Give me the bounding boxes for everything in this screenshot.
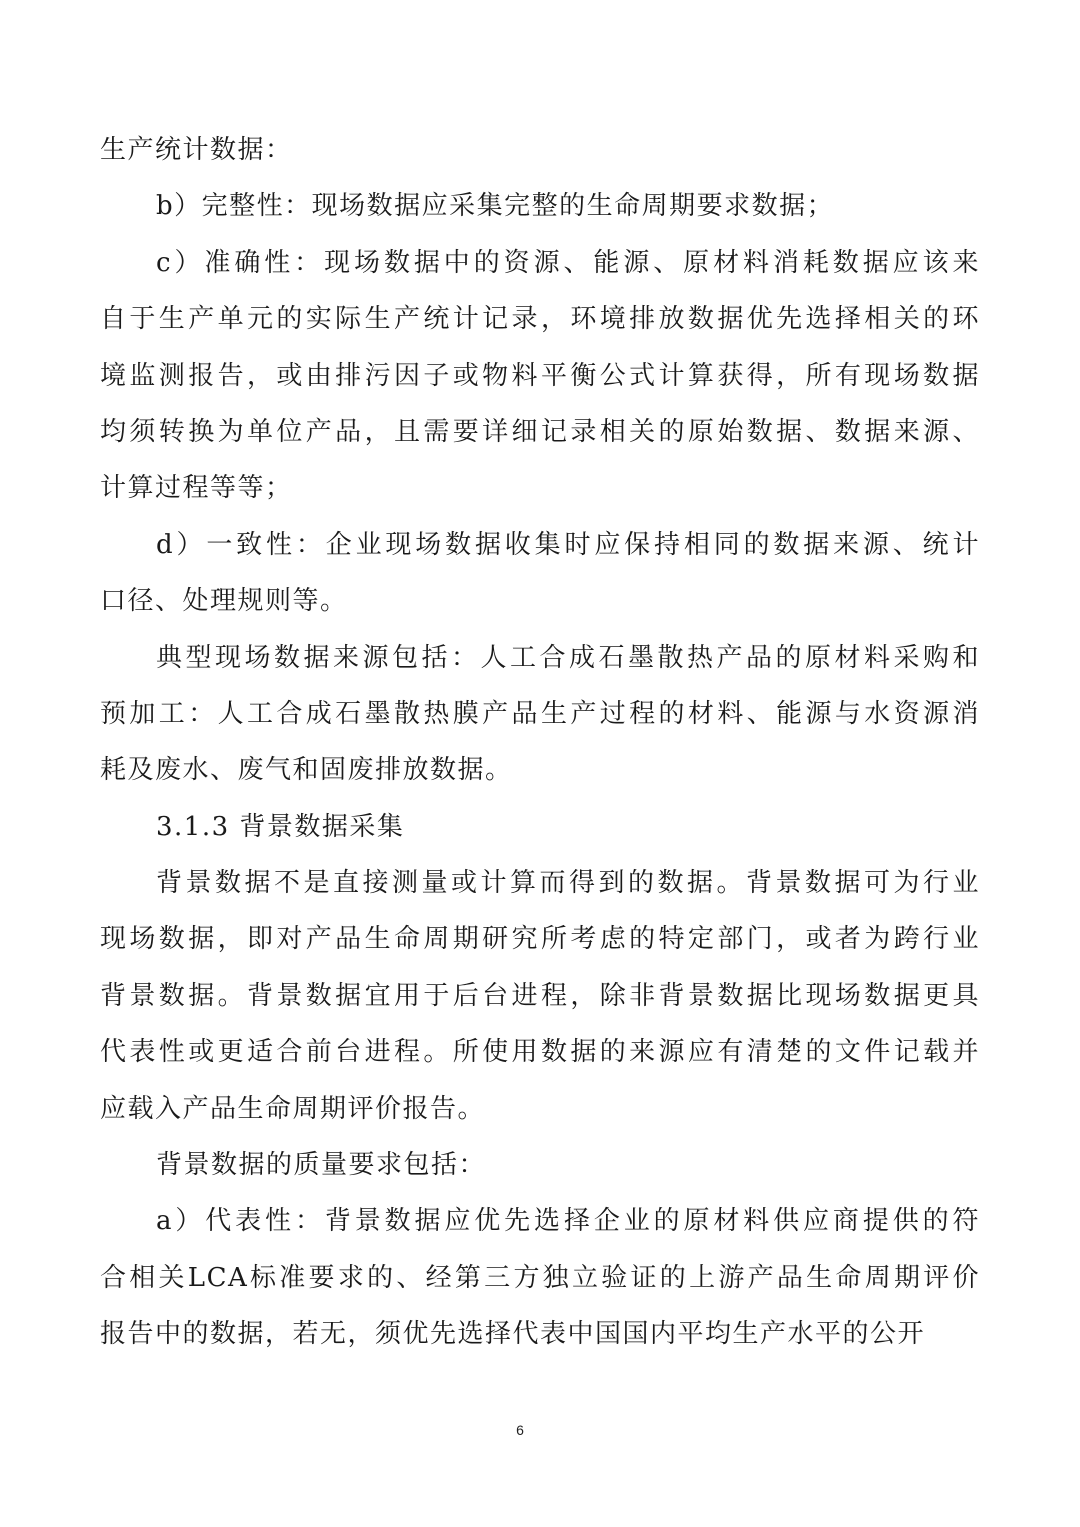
page-number: 6 — [516, 1422, 524, 1438]
text-line: 生产统计数据： — [100, 135, 293, 165]
paragraph — [100, 1199, 980, 1368]
text-line: 耗及废水、废气和固废排放数据。 — [100, 755, 513, 786]
text-line: 背景数据的质量要求包括： — [156, 1150, 487, 1181]
text-line: 境监测报告，或由排污因子或物料平衡公式计算获得，所有现场数据 — [100, 360, 980, 391]
text-line: 预加工：人工合成石墨散热膜产品生产过程的材料、能源与水资源消 — [100, 698, 980, 729]
text-line: b）完整性：现场数据应采集完整的生命周期要求数据； — [156, 191, 835, 222]
paragraph — [100, 523, 980, 636]
section-heading — [100, 805, 980, 861]
text-line: d）一致性：企业现场数据收集时应保持相同的数据来源、统计 — [156, 529, 980, 560]
text-line: 合相关LCA标准要求的、经第三方独立验证的上游产品生命周期评价 — [100, 1262, 980, 1293]
text-line: c）准确性：现场数据中的资源、能源、原材料消耗数据应该来 — [156, 247, 980, 278]
text-line: a）代表性：背景数据应优先选择企业的原材料供应商提供的符 — [156, 1206, 980, 1237]
text-line: 背景数据不是直接测量或计算而得到的数据。背景数据可为行业 — [156, 868, 980, 899]
text-line: 典型现场数据来源包括：人工合成石墨散热产品的原材料采购和 — [156, 642, 980, 673]
paragraph — [100, 128, 980, 184]
paragraph — [100, 241, 980, 523]
text-line: 自于生产单元的实际生产统计记录，环境排放数据优先选择相关的环 — [100, 304, 980, 335]
text-line: 计算过程等等； — [100, 473, 293, 504]
text-line: 口径、处理规则等。 — [100, 586, 348, 617]
text-line: 背景数据。背景数据宜用于后台进程，除非背景数据比现场数据更具 — [100, 980, 980, 1011]
text-line: 现场数据，即对产品生命周期研究所考虑的特定部门，或者为跨行业 — [100, 924, 980, 955]
text-line: 代表性或更适合前台进程。所使用数据的来源应有清楚的文件记载并 — [100, 1037, 980, 1068]
paragraph — [100, 184, 980, 240]
text-line: 应载入产品生命周期评价报告。 — [100, 1093, 486, 1124]
document-body — [100, 128, 980, 1369]
paragraph — [100, 636, 980, 805]
text-line: 均须转换为单位产品，且需要详细记录相关的原始数据、数据来源、 — [100, 416, 980, 447]
paragraph — [100, 861, 980, 1143]
text-line: 报告中的数据，若无，须优先选择代表中国国内平均生产水平的公开 — [100, 1319, 926, 1350]
paragraph — [100, 1143, 980, 1199]
text-line: 3.1.3 背景数据采集 — [156, 811, 405, 842]
